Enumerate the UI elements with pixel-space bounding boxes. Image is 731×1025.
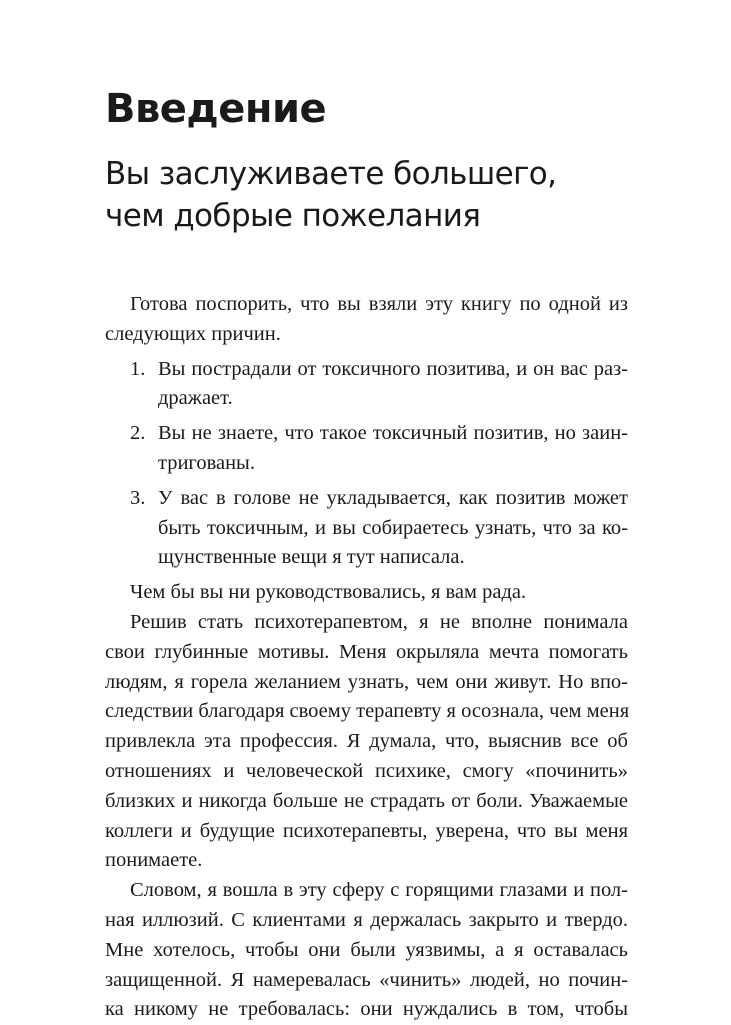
list-item-line: тригованы. xyxy=(158,451,255,474)
list-item-line xyxy=(105,355,628,385)
paragraph-line: Чем бы вы ни руководствовались, я вам рада. xyxy=(130,581,527,604)
subtitle-line: чем добрые пожелания xyxy=(105,198,481,234)
list-item-line: быть токсичным, и вы собираетесь узнать, что за ко- xyxy=(158,516,628,539)
body-text xyxy=(105,290,628,1025)
paragraph-line: Решив стать психотерапевтом, я не вполне понимала xyxy=(130,610,628,633)
paragraph-line: ка никому не требовалась: они нуждались в том, чтобы xyxy=(105,998,628,1021)
list-item-number: 1. xyxy=(130,357,146,380)
list-item-text: Вы не знаете, что такое токсичный позитив, но заин- xyxy=(158,422,628,445)
list-item-line: дражает. xyxy=(158,387,233,410)
list-item-line xyxy=(105,419,628,449)
paragraph-line: понимаете. xyxy=(105,849,203,872)
paragraph-line: привлекла эта профессия. Я думала, что, выяснив все об xyxy=(105,730,628,753)
paragraph xyxy=(105,608,628,876)
paragraph-line: Мне хотелось, чтобы они были уязвимы, а я оставалась xyxy=(105,938,628,961)
chapter-subtitle xyxy=(105,153,556,237)
list-item-line: щунственные вещи я тут написала. xyxy=(158,546,465,569)
list-item-text: Вы пострадали от токсичного позитива, и он вас раз- xyxy=(158,357,628,380)
paragraph xyxy=(105,876,628,1025)
intro-line: Готова поспорить, что вы взяли эту книгу по одной из xyxy=(130,293,628,315)
list-item-number: 2. xyxy=(130,422,146,445)
paragraph-line: коллеги и будущие психотерапевты, уверена, что вы меня xyxy=(105,819,628,842)
paragraph-line: людям, я горела желанием узнать, чем они живут. Но впо- xyxy=(105,670,628,693)
subtitle-line: Вы заслуживаете большего, xyxy=(105,156,557,192)
paragraph-line: следствии благодаря своему терапевту я осознала, чем меня xyxy=(105,700,630,723)
chapter-title: Введение xyxy=(105,86,327,132)
paragraph-line: Словом, я вошла в эту сферу с горящими глазами и пол- xyxy=(130,879,628,902)
intro-line: следующих причин. xyxy=(105,322,281,345)
list-item-number: 3. xyxy=(130,486,146,509)
paragraph-line: близких и никогда больше не страдать от боли. Уважаемые xyxy=(105,789,628,812)
paragraph-line: свои глубинные мотивы. Меня окрыляла мечта помогать xyxy=(105,640,628,663)
paragraph-line: ная иллюзий. С клиентами я держалась закрыто и твердо. xyxy=(105,908,628,931)
list-item xyxy=(105,355,628,415)
list-item xyxy=(105,419,628,479)
paragraph-line: отношениях и человеческой психике, смогу «починить» xyxy=(105,759,628,782)
list-item-line xyxy=(105,484,628,514)
reasons-list xyxy=(105,355,628,574)
paragraph-line: защищенной. Я намеревалась «чинить» людей, но почин- xyxy=(105,968,628,991)
list-item xyxy=(105,484,628,573)
list-item-text: У вас в голове не укладывается, как позитив может xyxy=(158,486,628,509)
